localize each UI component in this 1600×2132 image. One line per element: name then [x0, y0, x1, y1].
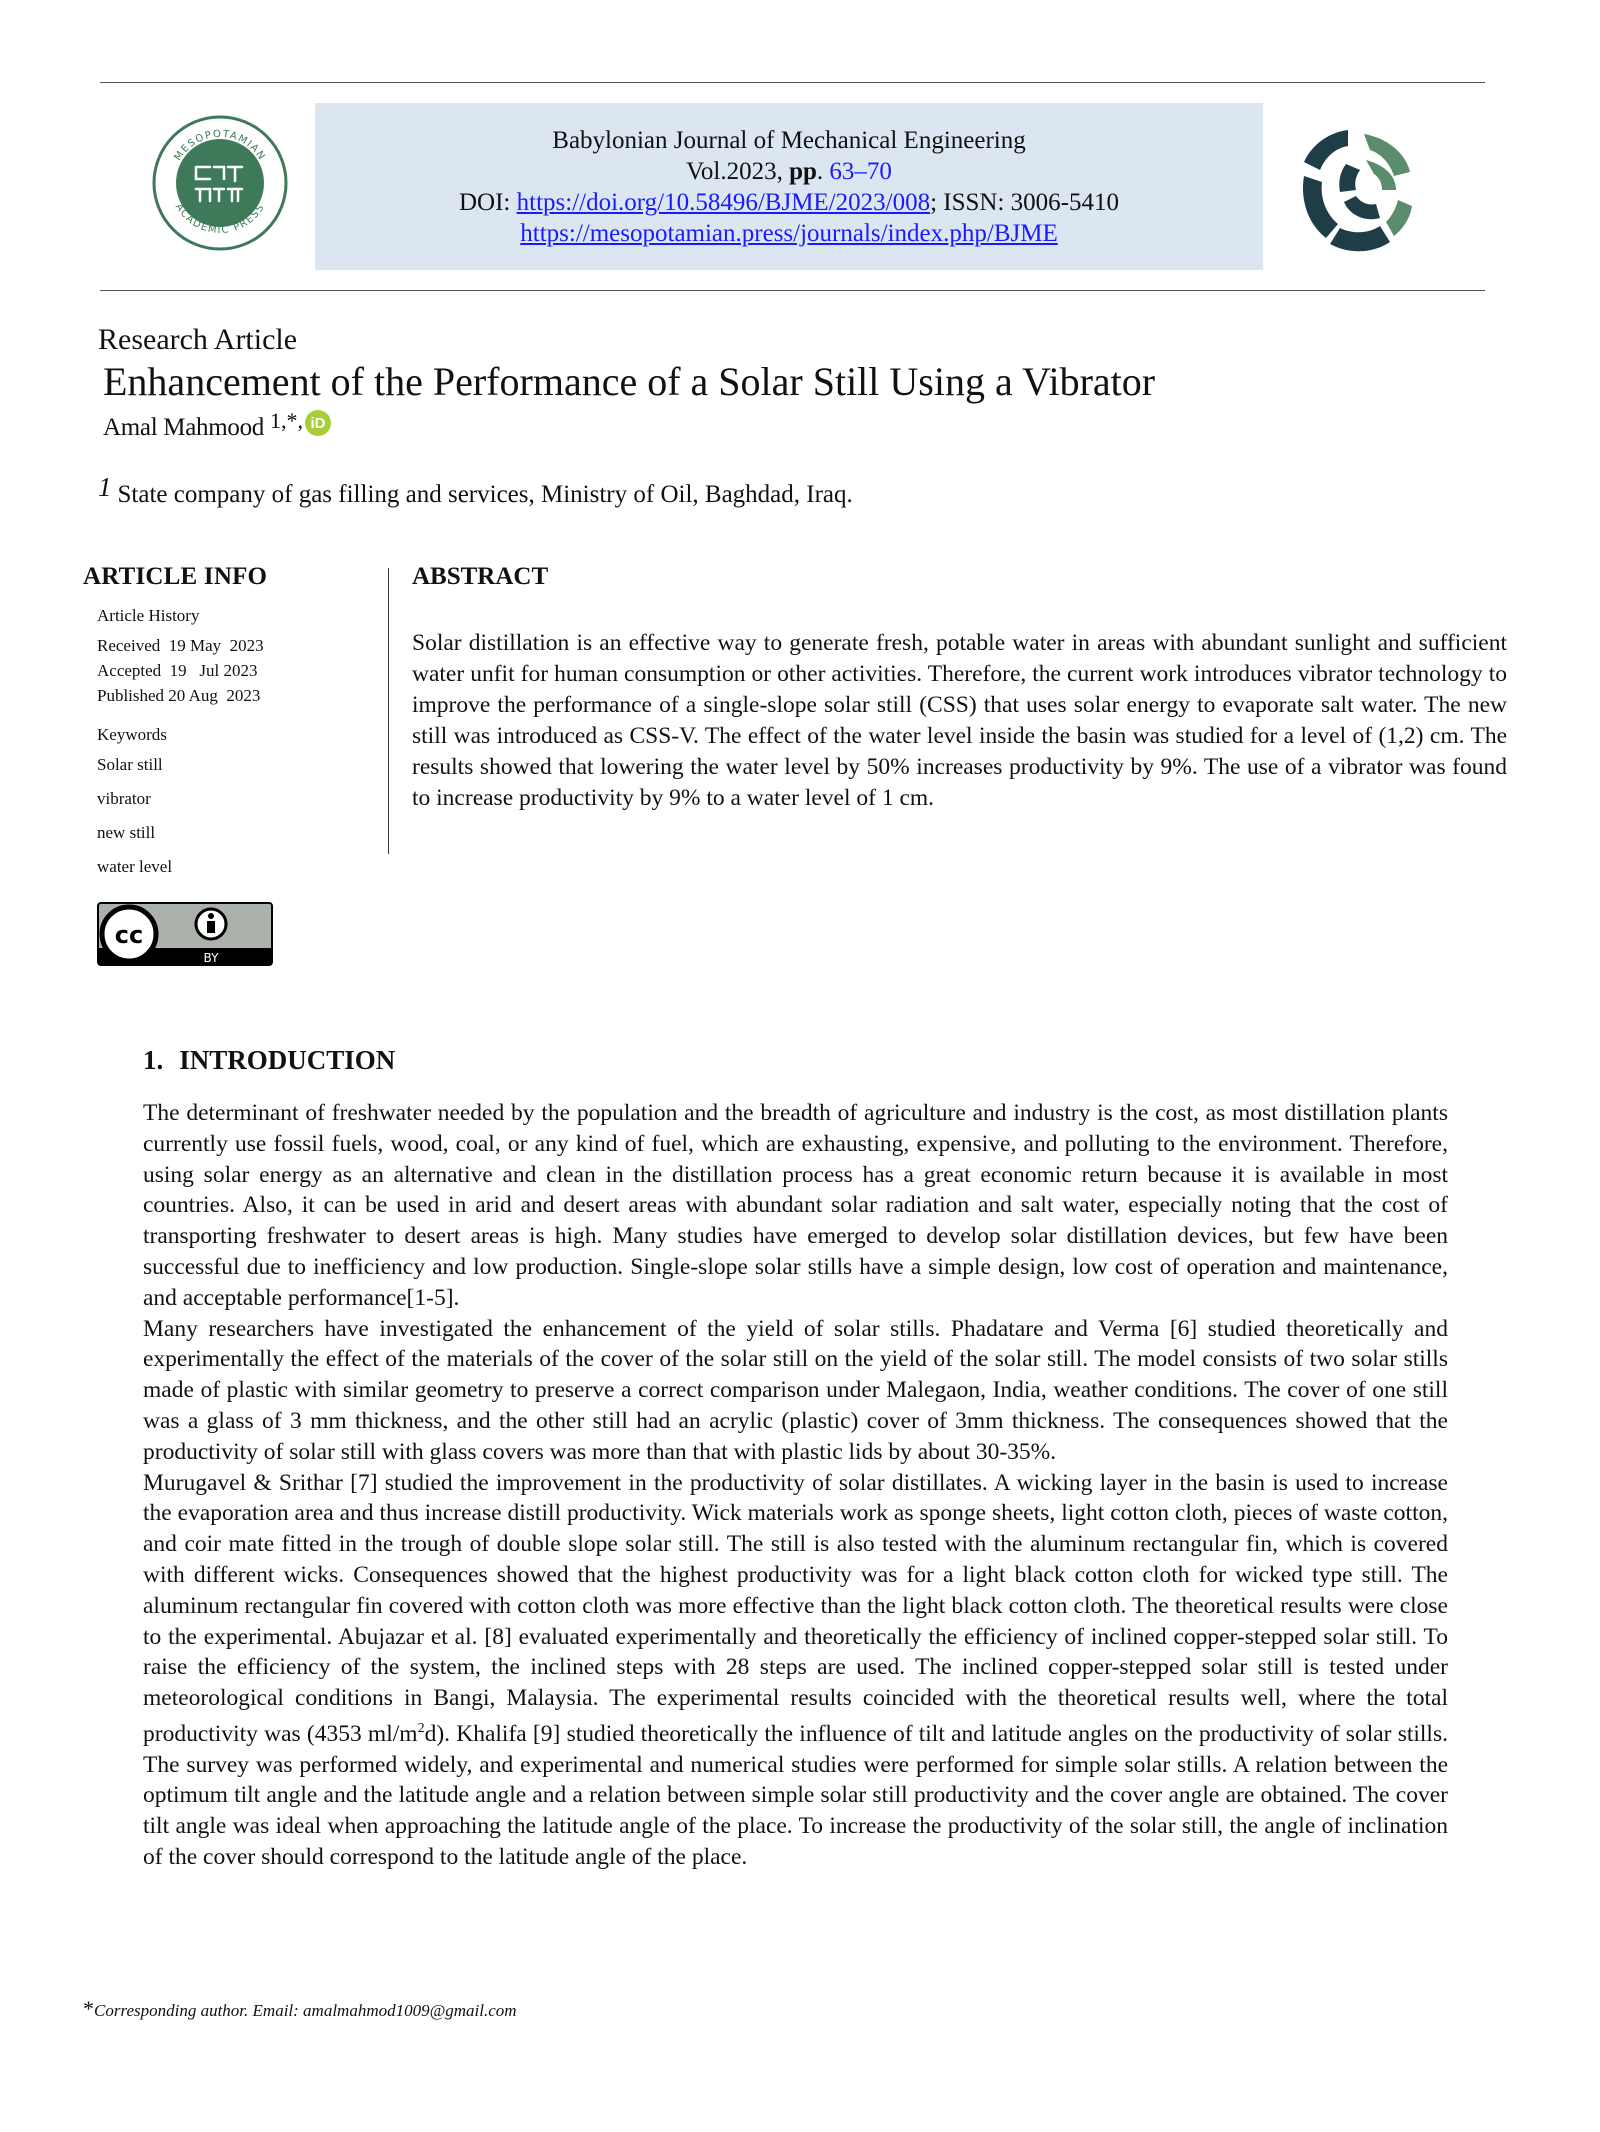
intro-paragraph-2: Many researchers have investigated the enhancement of the yield of solar stills. Phadatare and Verma [6] studied theoretically and experimentally the effect of the materials of the cover of the solar still on the yield of the solar still. The model consists of two solar stills made of plastic with similar geometry to preserve a correct comparison under Malegaon, India, weather conditions. The cover of one still was a glass of 3 mm thickness, and the other still had an acrylic (plastic) cover of 3mm thickness. The consequences showed that the productivity of solar still with glass covers was more than that with plastic lids by about 30-35%.	[143, 1315, 1448, 1465]
footnote-star: *	[83, 1996, 94, 2021]
affiliation	[98, 472, 853, 509]
keyword-item: Solar still	[97, 755, 163, 774]
author-line	[103, 408, 331, 442]
publisher-logo	[152, 115, 288, 251]
keyword-item: new still	[97, 823, 156, 842]
logo-top-text: MESOPOTAMIAN	[172, 128, 268, 163]
footnote-text: Corresponding author. Email: amalmahmod1009@gmail.com	[94, 2001, 517, 2020]
article-info-panel	[83, 563, 383, 884]
intro-paragraph-3-part-b: d). Khalifa [9] studied theoretically the influence of tilt and latitude angles on the productivity of solar stills. The survey was performed widely, and experimental and numerical studies were performed for simple solar stills. A relation between the optimum tilt angle and the latitude angle and a relation between simple solar still productivity and the cover angle are obtained. The cover tilt angle was ideal when approaching the latitude angle of the place. To increase the productivity of the solar still, the angle of inclination of the cover should correspond to the latitude angle of the place.	[143, 1720, 1448, 1870]
journal-header	[315, 103, 1263, 270]
history-accepted: Accepted 19 Jul 2023	[97, 661, 258, 680]
history-label: Article History	[97, 606, 200, 625]
journal-url-link[interactable]: https://mesopotamian.press/journals/index.php/BJME	[520, 220, 1058, 247]
history-published: Published 20 Aug 2023	[97, 686, 261, 705]
affiliation-number: 1	[98, 472, 112, 502]
doi-line	[315, 187, 1263, 218]
cc-by-license-badge[interactable]	[97, 902, 273, 966]
abstract-heading: ABSTRACT	[412, 563, 549, 590]
article-type: Research Article	[98, 323, 298, 356]
journal-url-line	[315, 218, 1263, 249]
superscript-2: 2	[417, 1720, 425, 1736]
doi-label: DOI:	[458, 189, 517, 216]
doi-link[interactable]: https://doi.org/10.58496/BJME/2023/008	[516, 189, 931, 216]
history-list	[83, 633, 383, 708]
article-title: Enhancement of the Performance of a Solar Still Using a Vibrator	[103, 359, 1156, 404]
journal-logo	[1290, 120, 1426, 256]
keywords-list	[83, 748, 383, 884]
introduction-heading	[143, 1045, 1448, 1076]
pp-label: pp	[789, 158, 817, 185]
intro-paragraph-1: The determinant of freshwater needed by the population and the breadth of agriculture and industry is the cost, as most distillation plants currently use fossil fuels, wood, coal, or any kind of fuel, which are exhausting, expensive, and polluting to the environment. Therefore, using solar energy as an alternative and clean in the distillation process has a great economic return because it is available in most countries. Also, it can be used in arid and desert areas with abundant solar radiation and salt water, especially noting that the cost of transporting freshwater to desert areas is high. Many studies have emerged to develop solar distillation devices, but few have been successful due to inefficiency and low production. Single-slope solar stills have a simple design, low cost of operation and maintenance, and acceptable performance[1-5].	[143, 1100, 1448, 1311]
author-name: Amal Mahmood	[103, 414, 264, 441]
keywords-label: Keywords	[97, 725, 167, 744]
intro-paragraph-3	[143, 1468, 1448, 1873]
article-info-heading: ARTICLE INFO	[83, 563, 268, 590]
abstract-text: Solar distillation is an effective way to generate fresh, potable water in areas with abundant sunlight and sufficient water unfit for human consumption or other activities. Therefore, the current work introduces vibrator technology to improve the performance of a single-slope solar still (CSS) that uses solar energy to evaporate salt water. The new still was introduced as CSS-V. The effect of the water level inside the basin was studied for a level of (1,2) cm. The results showed that lowering the water level by 50% increases productivity by 9%. The use of a vibrator was found to increase productivity by 9% to a water level of 1 cm.	[412, 630, 1507, 811]
section-number: 1.	[143, 1045, 164, 1075]
journal-name: Babylonian Journal of Mechanical Engineering	[552, 127, 1026, 154]
pp-dot: .	[816, 158, 830, 185]
orcid-icon[interactable]: iD	[305, 410, 331, 436]
issn: ; ISSN: 3006-5410	[930, 189, 1119, 216]
keyword-item: water level	[97, 857, 173, 876]
section-title: INTRODUCTION	[179, 1045, 396, 1075]
history-received: Received 19 May 2023	[97, 636, 264, 655]
volume-pages	[315, 156, 1263, 187]
author-affiliation-marker: 1,*,	[269, 408, 303, 433]
header-divider-rule	[100, 290, 1485, 291]
volume-text: Vol.2023,	[686, 158, 790, 185]
license-label: BY	[203, 951, 219, 965]
page-range[interactable]: 63–70	[829, 158, 892, 185]
intro-paragraph-3-part-a: Murugavel & Srithar [7] studied the improvement in the productivity of solar distillates. A wicking layer in the basin is used to increase the evaporation area and thus increase distill productivity. Wick materials work as sponge sheets, light cotton cloth, pieces of waste cotton, and coir mate fitted in the trough of double slope solar still. The still is also tested with the aluminum rectangular fin, which is covered with different wicks. Consequences showed that the highest productivity was for a light black cotton cloth for wicked type still. The aluminum rectangular fin covered with cotton cloth was more effective than the light black cotton cloth. The theoretical results were close to the experimental. Abujazar et al. [8] evaluated experimentally and theoretically the efficiency of inclined copper-stepped solar still. To raise the efficiency of the system, the inclined steps with 28 steps are used. The inclined copper-stepped solar still is tested under meteorological conditions in Bangi, Malaysia. The experimental results coincided with the theoretical results well, where the total productivity was (4353 ml/m	[143, 1469, 1448, 1747]
introduction-section	[143, 1045, 1448, 1873]
logo-bottom-text: ACADEMIC PRESS	[172, 201, 268, 237]
top-rule	[100, 82, 1485, 83]
affiliation-text: State company of gas filling and services, Ministry of Oil, Baghdad, Iraq.	[117, 481, 853, 508]
svg-text:cc: cc	[114, 921, 144, 949]
column-divider	[388, 568, 389, 854]
abstract-section	[412, 563, 1507, 814]
corresponding-author-footnote	[83, 1996, 517, 2022]
keyword-item: vibrator	[97, 789, 151, 808]
